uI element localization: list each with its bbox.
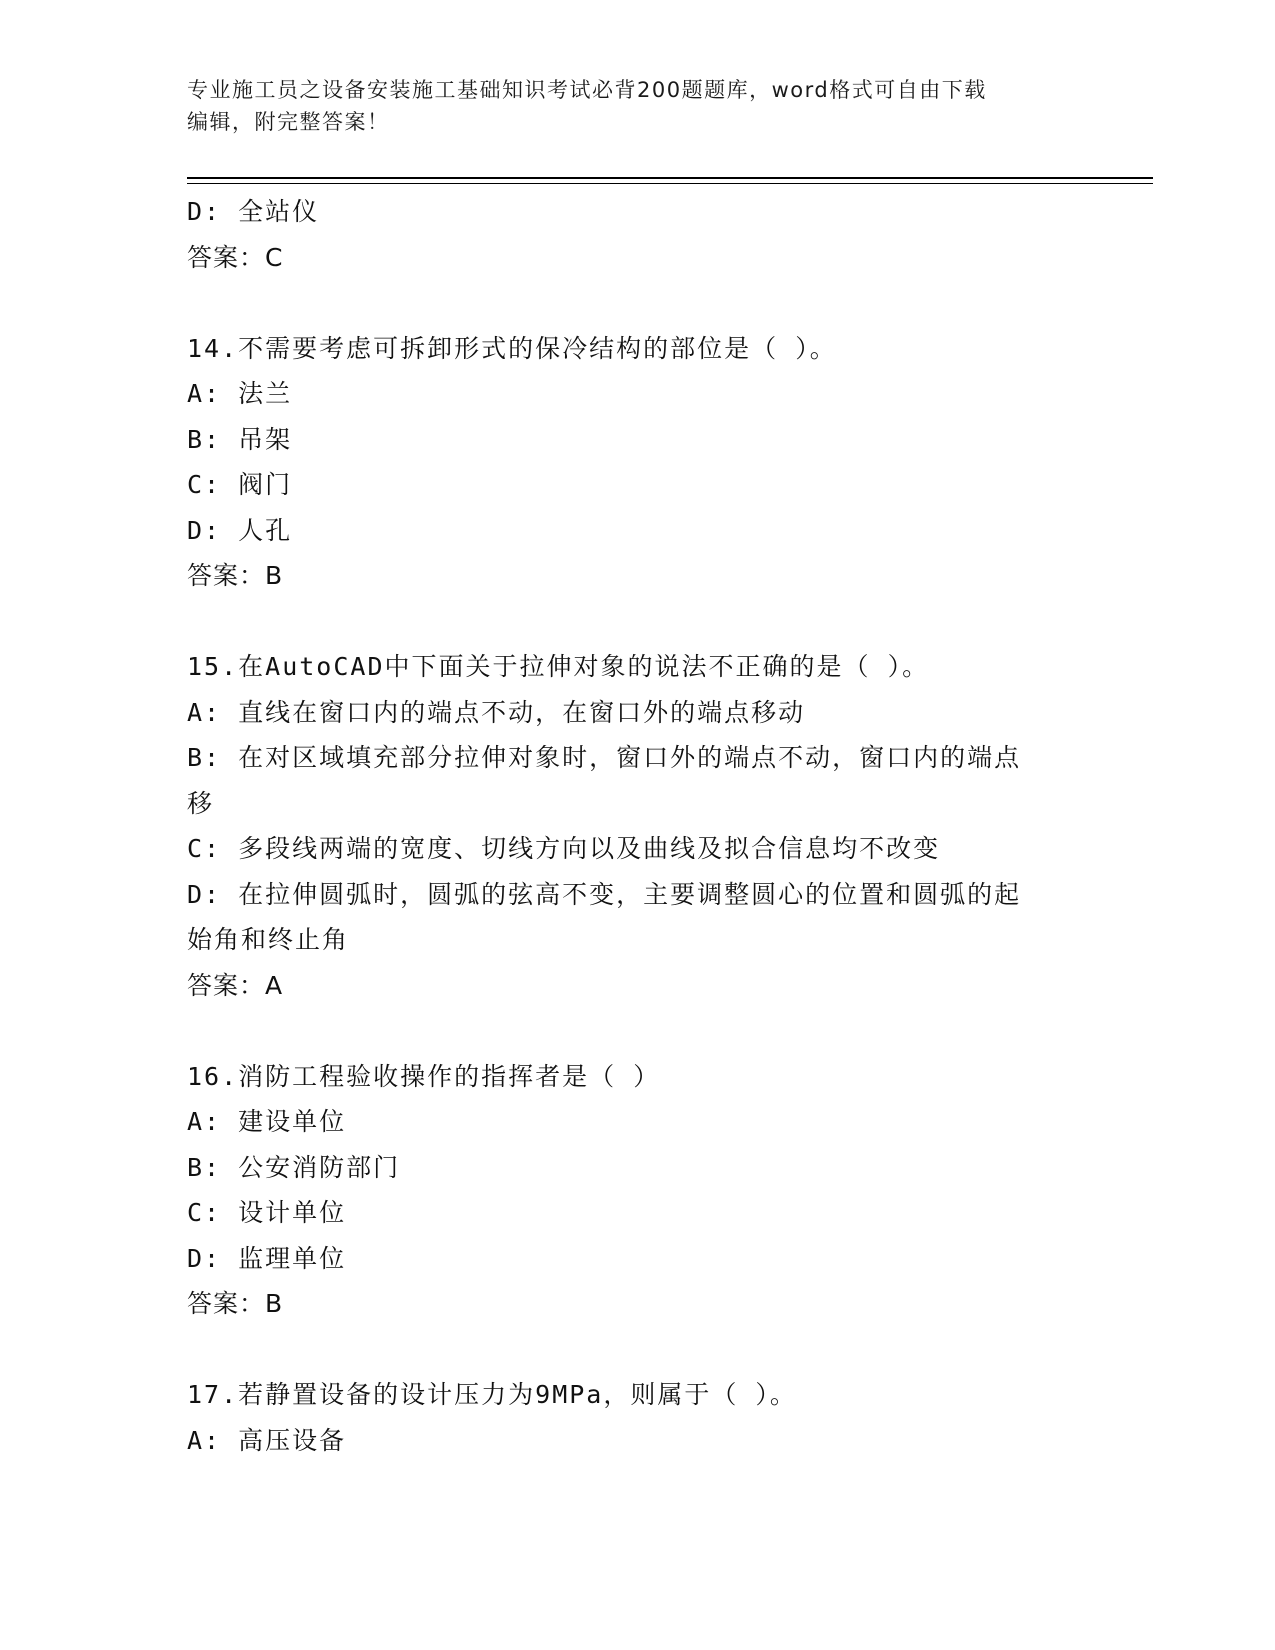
question-stem: 17.若静置设备的设计压力为9MPa，则属于（ ）。 — [187, 1380, 797, 1409]
option-b-line-1: B: 在对区域填充部分拉伸对象时，窗口外的端点不动，窗口内的端点 — [187, 743, 1022, 772]
option-d-line-2: 始角和终止角 — [187, 925, 350, 954]
option-a: A: 建设单位 — [187, 1107, 347, 1136]
question-16 — [187, 1054, 1087, 1327]
header-divider-thin — [187, 183, 1153, 184]
option-a: A: 高压设备 — [187, 1425, 347, 1455]
option-d-line-1: D: 在拉伸圆弧时，圆弧的弦高不变，主要调整圆心的位置和圆弧的起 — [187, 879, 1022, 909]
question-13-tail — [187, 189, 1087, 280]
question-list — [187, 189, 1087, 1463]
option-c: C: 阀门 — [187, 470, 293, 499]
option-c: C: 多段线两端的宽度、切线方向以及曲线及拟合信息均不改变 — [187, 834, 941, 863]
answer: 答案：B — [187, 561, 284, 590]
question-15 — [187, 644, 1087, 1008]
option-b-line-2: 移 — [187, 788, 215, 818]
question-stem: 15.在AutoCAD中下面关于拉伸对象的说法不正确的是（ ）。 — [187, 652, 930, 681]
header-line-2: 编辑，附完整答案！ — [187, 110, 390, 134]
header-line-1: 专业施工员之设备安装施工基础知识考试必背200题题库，word格式可自由下载 — [187, 78, 987, 102]
question-14 — [187, 326, 1087, 599]
option-c: C: 设计单位 — [187, 1198, 347, 1227]
option-b: B: 公安消防部门 — [187, 1152, 401, 1182]
answer: 答案：B — [187, 1289, 284, 1318]
option-b: B: 吊架 — [187, 424, 293, 454]
header-divider-thick — [187, 177, 1153, 179]
spacer — [187, 1008, 1087, 1054]
option-a: A: 直线在窗口内的端点不动，在窗口外的端点移动 — [187, 697, 806, 727]
option-d: D: 监理单位 — [187, 1243, 347, 1273]
spacer — [187, 599, 1087, 645]
option-d: D: 人孔 — [187, 515, 293, 545]
option-a: A: 法兰 — [187, 379, 293, 408]
question-stem: 14.不需要考虑可拆卸形式的保冷结构的部位是（ ）。 — [187, 333, 837, 363]
question-17 — [187, 1372, 1087, 1463]
question-stem: 16.消防工程验收操作的指挥者是（ ） — [187, 1061, 661, 1091]
spacer — [187, 1327, 1087, 1373]
document-header — [187, 74, 1087, 138]
answer: 答案：A — [187, 970, 284, 1000]
answer: 答案：C — [187, 242, 284, 272]
option-d: D: 全站仪 — [187, 197, 320, 226]
spacer — [187, 280, 1087, 326]
